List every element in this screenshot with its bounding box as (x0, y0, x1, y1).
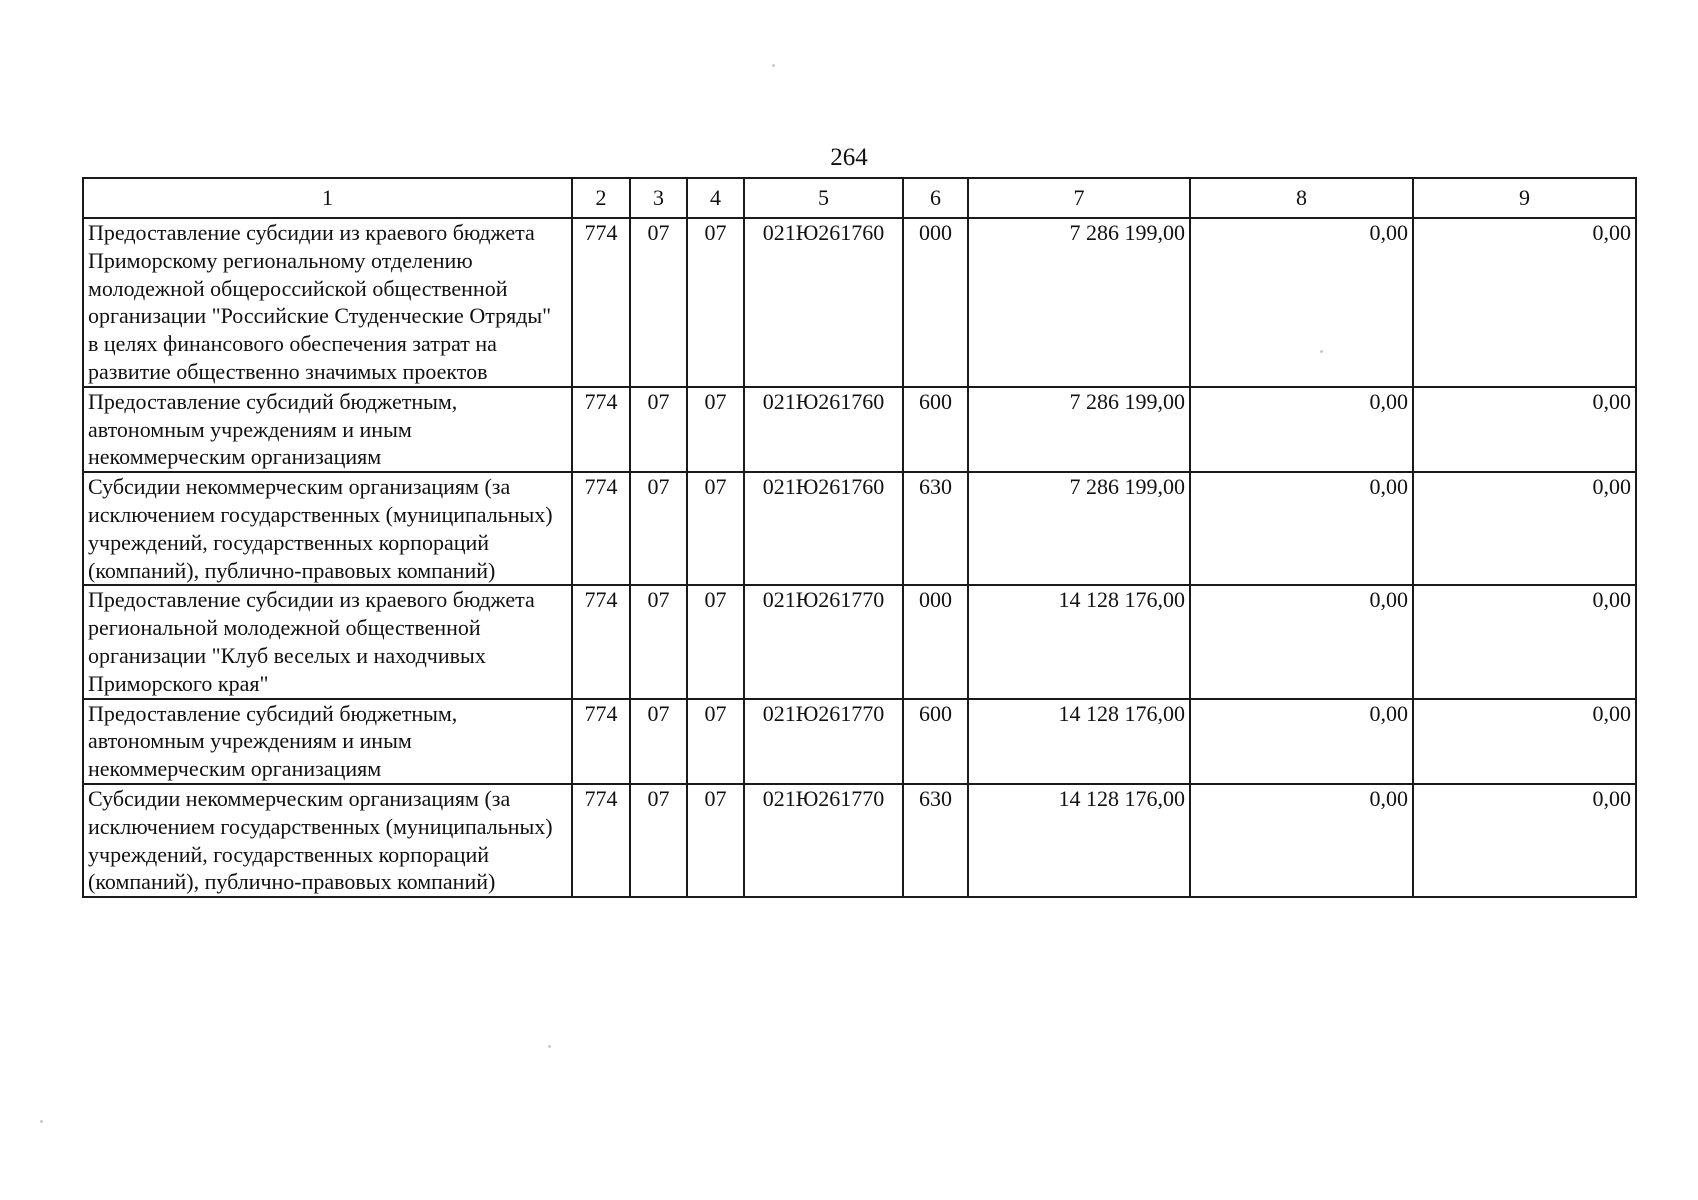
scan-speck (40, 1120, 43, 1123)
code-target-article: 021Ю261770 (744, 699, 903, 784)
code-subsection: 07 (687, 472, 744, 585)
amount-col-8: 0,00 (1190, 585, 1413, 698)
amount-col-9: 0,00 (1413, 472, 1636, 585)
code-target-article: 021Ю261760 (744, 472, 903, 585)
amount-col-9: 0,00 (1413, 218, 1636, 387)
table-row (83, 699, 1636, 784)
row-description: Субсидии некоммерческим организациям (за исключением государственных (муниципальных) учреждений, государственных корпораций (компаний), публично-правовых компаний) (83, 472, 572, 585)
table-row (83, 472, 1636, 585)
row-description: Субсидии некоммерческим организациям (за исключением государственных (муниципальных) учреждений, государственных корпораций (компаний), публично-правовых компаний) (83, 784, 572, 897)
code-section: 07 (630, 585, 687, 698)
code-subsection: 07 (687, 218, 744, 387)
code-expense-type: 000 (903, 585, 968, 698)
row-description: Предоставление субсидий бюджетным, автономным учреждениям и иным некоммерческим организациям (83, 699, 572, 784)
column-header-5: 5 (744, 178, 903, 218)
code-expense-type: 600 (903, 387, 968, 472)
table-row (83, 387, 1636, 472)
code-expense-type: 630 (903, 784, 968, 897)
code-ministry: 774 (572, 218, 630, 387)
amount-col-8: 0,00 (1190, 218, 1413, 387)
scan-speck (548, 1045, 551, 1048)
amount-col-8: 0,00 (1190, 699, 1413, 784)
scan-speck (1320, 350, 1323, 353)
amount-col-8: 0,00 (1190, 784, 1413, 897)
amount-col-7: 7 286 199,00 (968, 218, 1190, 387)
amount-col-8: 0,00 (1190, 472, 1413, 585)
table-row (83, 585, 1636, 698)
budget-table (82, 177, 1637, 898)
row-description: Предоставление субсидии из краевого бюджета региональной молодежной общественной организации "Клуб веселых и находчивых Приморского края" (83, 585, 572, 698)
code-ministry: 774 (572, 699, 630, 784)
column-header-2: 2 (572, 178, 630, 218)
scan-speck (772, 64, 775, 67)
column-header-7: 7 (968, 178, 1190, 218)
column-header-3: 3 (630, 178, 687, 218)
code-ministry: 774 (572, 387, 630, 472)
code-expense-type: 000 (903, 218, 968, 387)
row-description: Предоставление субсидий бюджетным, автономным учреждениям и иным некоммерческим организациям (83, 387, 572, 472)
code-section: 07 (630, 218, 687, 387)
column-header-4: 4 (687, 178, 744, 218)
amount-col-9: 0,00 (1413, 699, 1636, 784)
page-number: 264 (830, 144, 868, 171)
amount-col-7: 7 286 199,00 (968, 387, 1190, 472)
code-target-article: 021Ю261770 (744, 585, 903, 698)
header-row (83, 178, 1636, 218)
amount-col-9: 0,00 (1413, 585, 1636, 698)
column-header-6: 6 (903, 178, 968, 218)
amount-col-7: 14 128 176,00 (968, 699, 1190, 784)
column-header-9: 9 (1413, 178, 1636, 218)
amount-col-7: 14 128 176,00 (968, 585, 1190, 698)
code-ministry: 774 (572, 472, 630, 585)
row-description: Предоставление субсидии из краевого бюджета Приморскому региональному отделению молодежной общероссийской общественной организации "Российские Студенческие Отряды" в целях финансового обеспечения затрат на развитие общественно значимых проектов (83, 218, 572, 387)
code-target-article: 021Ю261760 (744, 387, 903, 472)
column-header-8: 8 (1190, 178, 1413, 218)
code-section: 07 (630, 784, 687, 897)
code-section: 07 (630, 387, 687, 472)
code-subsection: 07 (687, 387, 744, 472)
table-row (83, 218, 1636, 387)
code-target-article: 021Ю261770 (744, 784, 903, 897)
amount-col-9: 0,00 (1413, 387, 1636, 472)
amount-col-9: 0,00 (1413, 784, 1636, 897)
code-ministry: 774 (572, 784, 630, 897)
code-subsection: 07 (687, 699, 744, 784)
amount-col-8: 0,00 (1190, 387, 1413, 472)
code-subsection: 07 (687, 784, 744, 897)
amount-col-7: 14 128 176,00 (968, 784, 1190, 897)
table-header (83, 178, 1636, 218)
code-section: 07 (630, 699, 687, 784)
column-header-1: 1 (83, 178, 572, 218)
amount-col-7: 7 286 199,00 (968, 472, 1190, 585)
code-section: 07 (630, 472, 687, 585)
code-target-article: 021Ю261760 (744, 218, 903, 387)
code-expense-type: 630 (903, 472, 968, 585)
code-subsection: 07 (687, 585, 744, 698)
code-ministry: 774 (572, 585, 630, 698)
code-expense-type: 600 (903, 699, 968, 784)
table-row (83, 784, 1636, 897)
table-body (83, 218, 1636, 897)
